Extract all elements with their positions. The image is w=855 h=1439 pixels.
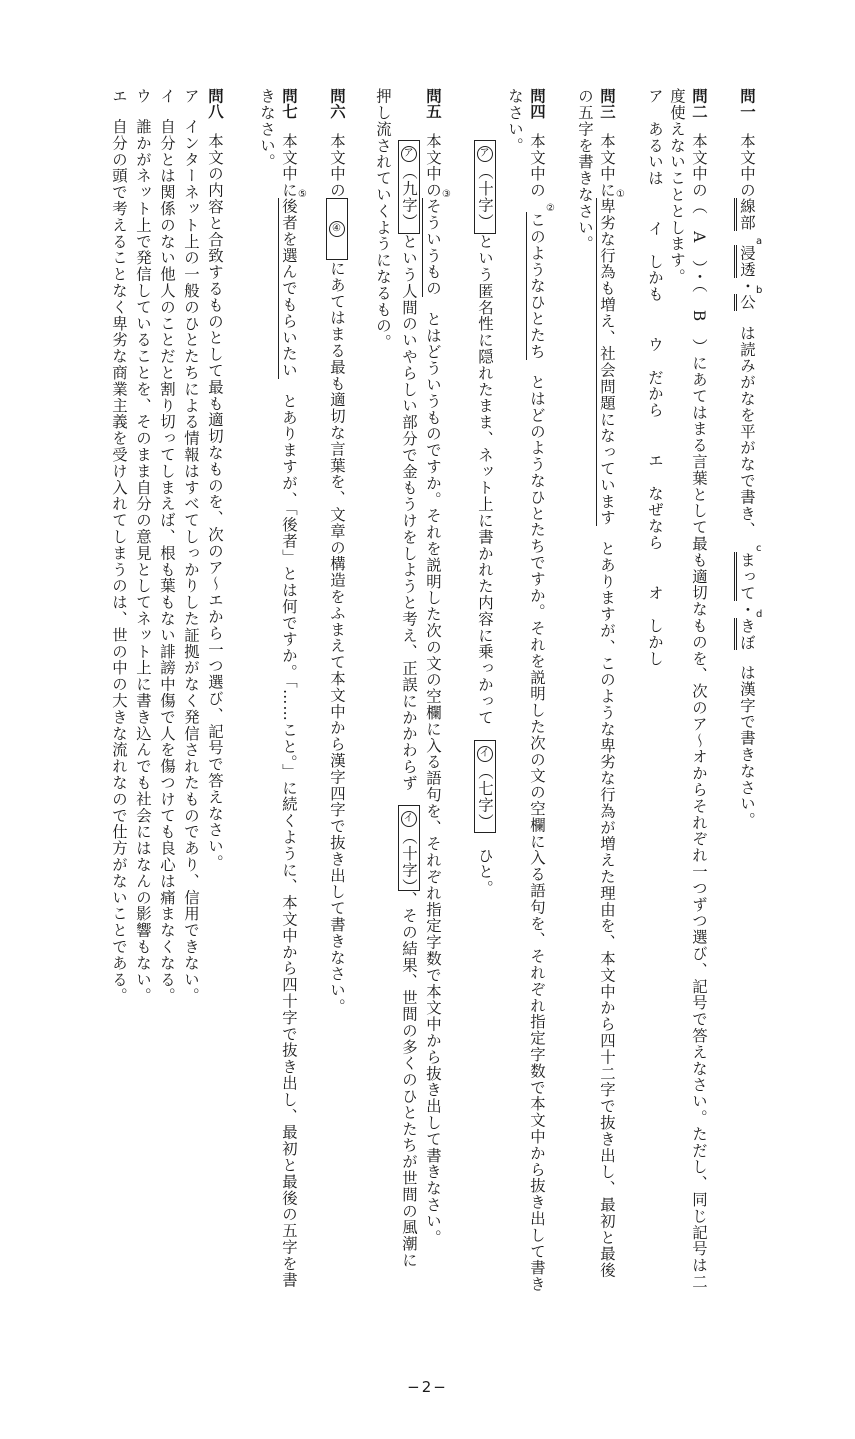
question-7-line2: きなさい。 (258, 88, 276, 170)
answer-box-i: イ（十字） (398, 805, 420, 891)
underlined-quote: ③ そういうもの (424, 189, 452, 297)
answer-box-4: ④ (326, 198, 348, 260)
term-a: a 浸透 (734, 245, 756, 278)
question-label: 問七 (280, 88, 298, 119)
question-label: 問一 (738, 88, 756, 119)
answer-box-a: ア（九字） (398, 140, 420, 234)
question-8-choice-u: ウ誰かがネット上で発信していることを、そのまま自分の意見としてネット上に書き込んでも社会にはなんの影響もない。 (134, 88, 152, 1005)
question-2-choices (644, 88, 666, 667)
question-6: 問六本文中の④にあてはまる最も適切な言葉を、文章の構造をふまえて本文中から漢字四字で抜き出して書きなさい。 (328, 88, 346, 1015)
double-underline-marker: 線部 (734, 198, 756, 231)
question-label: 問六 (328, 88, 346, 119)
question-3-line2: の五字を書きなさい。 (576, 88, 594, 252)
question-label: 問三 (598, 88, 616, 119)
term-b: b 公 (734, 294, 756, 310)
question-2: 問二本文中の（ A ）・（ B ）にあてはまる言葉として最も適切なものを、次のア～オからそれぞれ一つずつ選び、記号で答えなさい。ただし、同じ記号は二 (690, 88, 708, 1290)
page-number: −2− (407, 1378, 448, 1396)
question-5-line3: 押し流されていくようになるもの。 (374, 88, 392, 351)
question-5-sentence: ア（九字）という人間のいやらしい部分で金もうけをしようと考え、正誤にかかわらずイ（十字）、その結果、世間の多くのひとたちが世間の風潮に (398, 140, 420, 1268)
term-c: c まって (734, 552, 756, 601)
question-4: 問四本文中の ② このようなひとたちとはどのようなひとたちですか。それを説明した次の文の空欄に入る語句を、それぞれ指定字数で本文中から抜き出して書き (528, 88, 556, 1293)
choice: ウ だから (646, 336, 664, 419)
answer-box-i: イ（七字） (474, 740, 496, 834)
underlined-quote: ② このようなひとたち (528, 203, 556, 361)
question-label: 問五 (424, 88, 442, 119)
question-4-line2: なさい。 (506, 88, 524, 154)
underlined-quote: ⑤ 後者を選んでもらいたい (280, 189, 308, 379)
question-8-choice-i: イ自分とは関係のない他人のことだと割り切ってしまえば、根も葉もない誹謗中傷で人を傷つけても良心は痛まなくなる。 (158, 88, 176, 1005)
choice: オ しかし (646, 584, 664, 667)
question-label: 問八 (206, 88, 224, 119)
choice: ア あるいは (646, 88, 664, 187)
answer-box-a: ア（十字） (474, 140, 496, 234)
question-8: 問八本文の内容と合致するものとして最も適切なものを、次のア～エから一つ選び、記号で答えなさい。 (206, 88, 224, 871)
question-5: 問五本文中の ③ そういうものとはどういうものですか。それを説明した次の文の空欄に入る語句を、それぞれ指定字数で本文中から抜き出して書きなさい。 (424, 88, 452, 1246)
question-1: 問一本文中の線部 a 浸透・ b 公は読みがなを平がなで書き、 c まって・ d きぼは漢字で書きなさい。 (736, 88, 758, 828)
choice: イ しかも (646, 220, 664, 303)
question-3: 問三本文中に ① 卑劣な行為も増え、社会問題になっていますとありますが、このような卑劣な行為が増えた理由を、本文中から四十二字で抜き出し、最初と最後 (598, 88, 626, 1279)
question-2-line2: 度使えないこととします。 (668, 88, 686, 285)
question-label: 問四 (528, 88, 546, 119)
question-7: 問七本文中に ⑤ 後者を選んでもらいたいとありますが、「後者」とは何ですか。「……こと。」に続くように、本文中から四十字で抜き出し、最初と最後の五字を書 (280, 88, 308, 1289)
question-4-sentence: ア（十字）という匿名性に隠れたまま、ネット上に書かれた内容に乗っかってイ（七字）ひと。 (474, 140, 496, 896)
question-8-choice-e: エ自分の頭で考えることなく卑劣な商業主義を受け入れてしまうのは、世の中の大きな流れなので仕方がないことである。 (110, 88, 128, 1005)
choice: エ なぜなら (646, 452, 664, 551)
term-d: d きぼ (734, 618, 756, 651)
question-label: 問二 (690, 88, 708, 119)
underlined-quote: ① 卑劣な行為も増え、社会問題になっています (598, 189, 626, 527)
question-8-choice-a: アインターネット上の一般のひとたちによる情報はすべてしっかりした証拠がなく発信されたものであり、信用できない。 (182, 88, 200, 1005)
